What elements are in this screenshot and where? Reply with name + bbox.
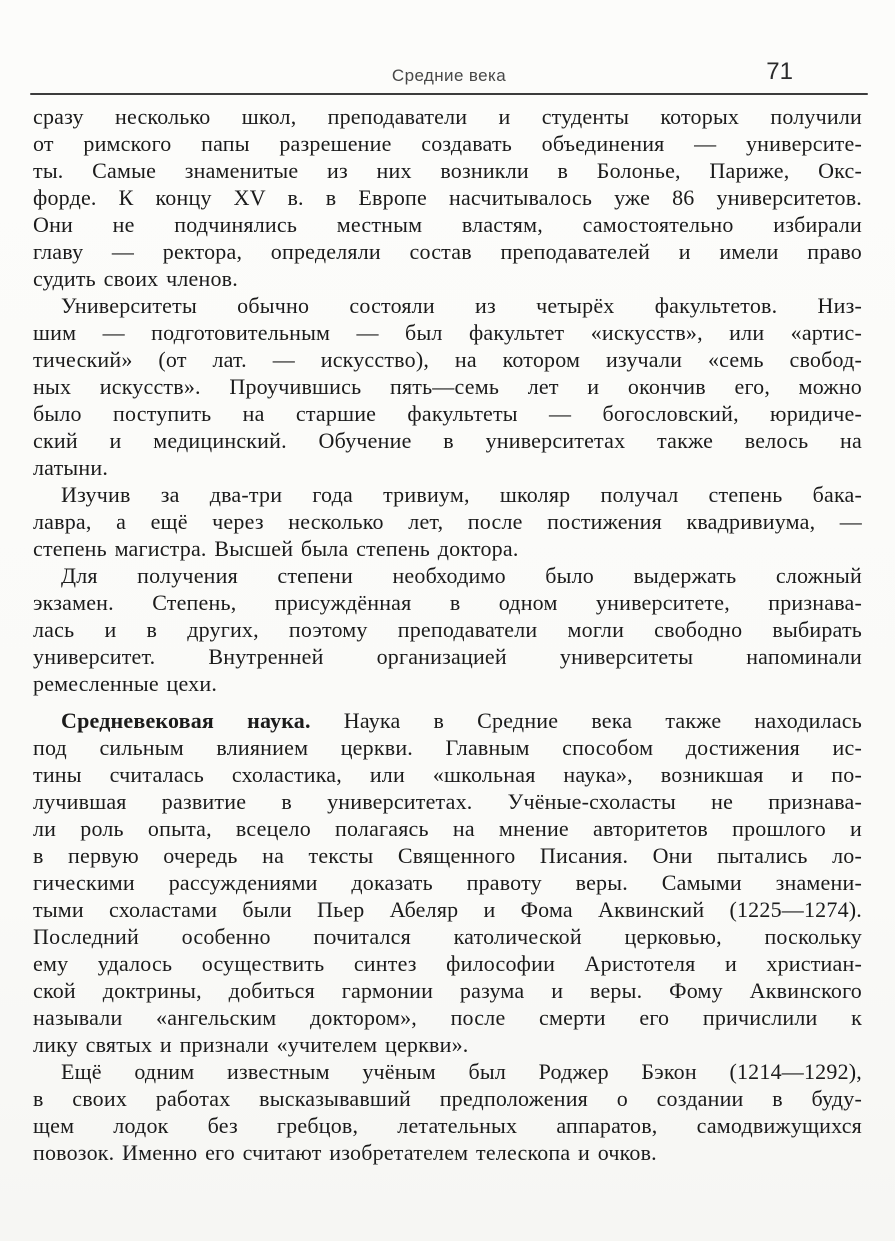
text-line: тический» (от лат. — искусство), на котором изучали «семь свобод- bbox=[33, 347, 862, 372]
page-number: 71 bbox=[766, 58, 793, 85]
text-line: шим — подготовительным — был факультет «искусств», или «артис- bbox=[33, 320, 862, 345]
text-line: форде. К концу XV в. в Европе насчитывалось уже 86 университетов. bbox=[33, 185, 862, 210]
text-line: называли «ангельским доктором», после смерти его причислили к bbox=[33, 1005, 862, 1030]
text-line: ных искусств». Проучившись пять—семь лет и окончив его, можно bbox=[33, 374, 862, 399]
paragraph bbox=[33, 562, 862, 697]
text-line: ской доктрины, добиться гармонии разума и веры. Фому Аквинского bbox=[33, 978, 862, 1003]
text-line: от римского папы разрешение создавать объединения — университе- bbox=[33, 131, 862, 156]
text-line: щем лодок без гребцов, летательных аппаратов, самодвижущихся bbox=[33, 1113, 862, 1138]
text-line: Последний особенно почитался католической церковью, поскольку bbox=[33, 924, 862, 949]
text-line bbox=[33, 707, 862, 734]
running-title: Средние века bbox=[391, 66, 507, 85]
page-body bbox=[33, 103, 862, 1166]
paragraph bbox=[33, 707, 862, 1058]
text-line: Изучив за два-три года тривиум, школяр получал степень бака- bbox=[61, 482, 862, 507]
text-line: под сильным влиянием церкви. Главным способом достижения ис- bbox=[33, 735, 862, 760]
section-heading: Средневековая наука. bbox=[61, 708, 311, 733]
paragraph bbox=[33, 292, 862, 481]
text-line: Ещё одним известным учёным был Роджер Бэкон (1214—1292), bbox=[61, 1059, 862, 1084]
text-line: в своих работах высказывавший предположения о создании в буду- bbox=[33, 1086, 862, 1111]
text-line: университет. Внутренней организацией университеты напоминали bbox=[33, 644, 862, 669]
paragraph bbox=[33, 1058, 862, 1166]
text-line: экзамен. Степень, присуждённая в одном университете, признава- bbox=[33, 590, 862, 615]
text-line: тины считалась схоластика, или «школьная наука», возникшая и по- bbox=[33, 762, 862, 787]
page-header bbox=[33, 58, 865, 94]
text-line: лику святых и признали «учителем церкви». bbox=[33, 1032, 469, 1057]
text-line: латыни. bbox=[33, 455, 109, 480]
text-line: ему удалось осуществить синтез философии Аристотеля и христиан- bbox=[33, 951, 862, 976]
text-line: было поступить на старшие факультеты — богословский, юридиче- bbox=[33, 401, 862, 426]
text-line: Они не подчинялись местным властям, самостоятельно избирали bbox=[33, 212, 862, 237]
text-line: тыми схоластами были Пьер Абеляр и Фома Аквинский (1225—1274). bbox=[33, 897, 862, 922]
text-line: лучившая развитие в университетах. Учёные-схоласты не признава- bbox=[33, 789, 862, 814]
text-line: Университеты обычно состояли из четырёх факультетов. Низ- bbox=[61, 293, 862, 318]
text-line: сразу несколько школ, преподаватели и студенты которых получили bbox=[33, 104, 862, 129]
text-line: ский и медицинский. Обучение в университетах также велось на bbox=[33, 428, 862, 453]
text-line: ли роль опыта, всецело полагаясь на мнение авторитетов прошлого и bbox=[33, 816, 862, 841]
text-line: главу — ректора, определяли состав преподавателей и имели право bbox=[33, 239, 862, 264]
text-line: ты. Самые знаменитые из них возникли в Болонье, Париже, Окс- bbox=[33, 158, 862, 183]
text-line: лась и в других, поэтому преподаватели могли свободно выбирать bbox=[33, 617, 862, 642]
text-line: Для получения степени необходимо было выдержать сложный bbox=[61, 563, 862, 588]
text-line: судить своих членов. bbox=[33, 266, 238, 291]
text-line: лавра, а ещё через несколько лет, после постижения квадривиума, — bbox=[33, 509, 862, 534]
text-line: в первую очередь на тексты Священного Писания. Они пытались ло- bbox=[33, 843, 862, 868]
text-run: Наука в Средние века также находилась bbox=[310, 708, 862, 733]
paragraph bbox=[33, 481, 862, 562]
header-rule bbox=[30, 93, 868, 95]
text-line: ремесленные цехи. bbox=[33, 671, 218, 696]
paragraph bbox=[33, 103, 862, 292]
text-line: гическими рассуждениями доказать правоту веры. Самыми знамени- bbox=[33, 870, 862, 895]
text-line: степень магистра. Высшей была степень доктора. bbox=[33, 536, 519, 561]
text-line: повозок. Именно его считают изобретателем телескопа и очков. bbox=[33, 1140, 657, 1165]
